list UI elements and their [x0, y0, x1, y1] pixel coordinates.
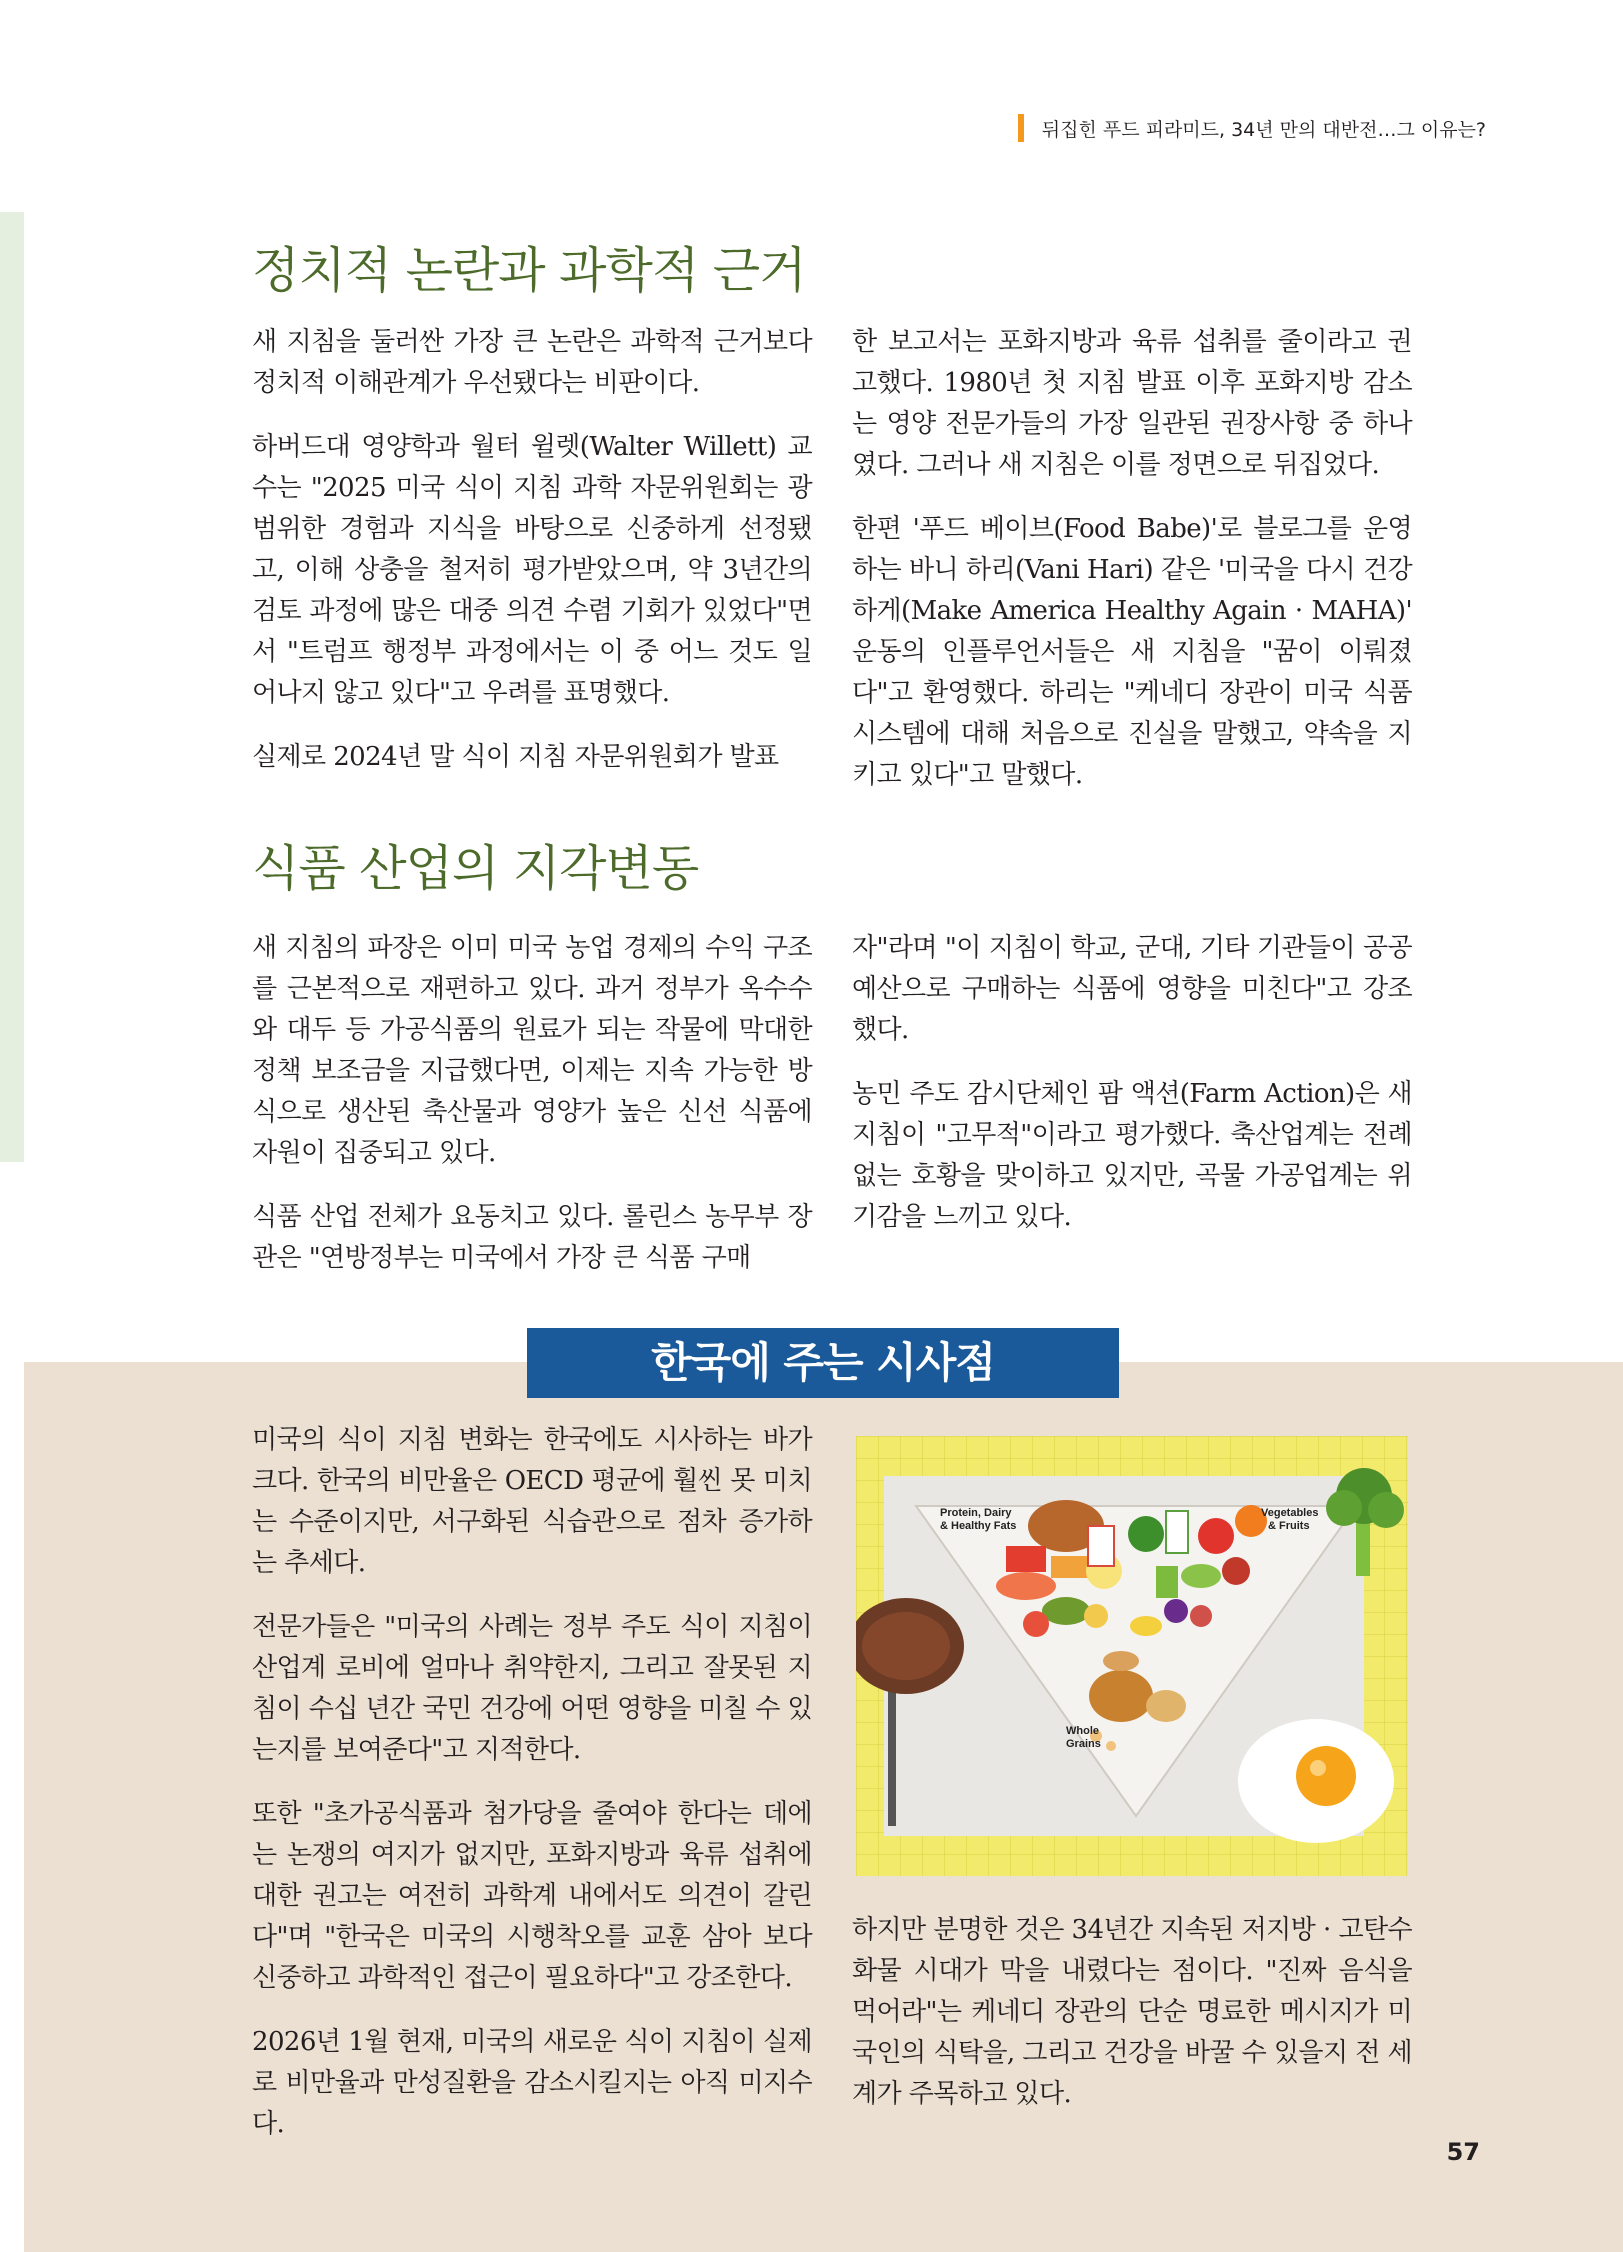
paragraph: 하버드대 영양학과 월터 윌렛(Walter Willett) 교수는 "2025 미국 식이 지침 과학 자문위원회는 광범위한 경험과 지식을 바탕으로 신중하게 선정됐고, 이해 상충을 철저히 평가받았으며, 약 3년간의 검토 과정에 많은 대중 의견 수렴 기회가 있었다"면서 "트럼프 행정부 과정에서는 이 중 어느 것도 일어나지 않고 있다"고 우려를 표명했다. [252, 432, 812, 708]
paragraph: 2026년 1월 현재, 미국의 새로운 식이 지침이 실제로 비만율과 만성질환을 감소시킬지는 아직 미지수다. [252, 2027, 812, 2139]
food-pyramid-illustration [856, 1436, 1408, 1876]
section-title-politics: 정치적 논란과 과학적 근거 [252, 242, 806, 299]
label-grains [1066, 1725, 1102, 1750]
paragraph: 실제로 2024년 말 식이 지침 자문위원회가 발표 [252, 742, 779, 772]
running-head-marker [1018, 114, 1024, 142]
label-veg-line-2: & Fruits [1268, 1520, 1310, 1532]
section1-right-column [852, 322, 1412, 819]
section-title-korea: 한국에 주는 시사점 [527, 1328, 1119, 1398]
paragraph: 한편 '푸드 베이브(Food Babe)'로 블로그를 운영하는 바니 하리(Vani Hari) 같은 '미국을 다시 건강하게(Make America Healthy Again · MAHA)' 운동의 인플루언서들은 새 지침을 "꿈이 이뤄졌다"고 환영했다. 하리는 "케네디 장관이 미국 식품 시스템에 대해 처음으로 진실을 말했고, 약속을 지키고 있다"고 말했다. [852, 514, 1412, 790]
section3-right-column [852, 1910, 1412, 2138]
paragraph: 하지만 분명한 것은 34년간 지속된 저지방 · 고탄수화물 시대가 막을 내렸다는 점이다. "진짜 음식을 먹어라"는 케네디 장관의 단순 명료한 메시지가 미국인의 식탁을, 그리고 건강을 바꿀 수 있을지 전 세계가 주목하고 있다. [852, 1915, 1412, 2109]
label-protein-line-2: & Healthy Fats [940, 1520, 1017, 1532]
label-grains-line-1: Whole [1066, 1725, 1099, 1737]
running-head-text: 뒤집힌 푸드 피라미드, 34년 만의 대반전…그 이유는? [1041, 118, 1486, 141]
paragraph: 식품 산업 전체가 요동치고 있다. 롤린스 농무부 장관은 "연방정부는 미국에서 가장 큰 식품 구매 [252, 1202, 812, 1273]
label-protein-line-1: Protein, Dairy [940, 1507, 1012, 1519]
section2-right-column [852, 928, 1412, 1261]
section3-left-column [252, 1420, 812, 2168]
label-veg-line-1: Vegetables [1261, 1507, 1319, 1519]
paragraph: 새 지침을 둘러싼 가장 큰 논란은 과학적 근거보다 정치적 이해관계가 우선됐다는 비판이다. [252, 327, 812, 398]
label-protein [940, 1507, 1016, 1532]
section-title-industry: 식품 산업의 지각변동 [252, 840, 699, 897]
label-grains-line-2: Grains [1066, 1738, 1101, 1750]
food-pyramid-image [856, 1436, 1408, 1876]
paragraph: 새 지침의 파장은 이미 미국 농업 경제의 수익 구조를 근본적으로 재편하고 있다. 과거 정부가 옥수수와 대두 등 가공식품의 원료가 되는 작물에 막대한 정책 보조금을 지급했다면, 이제는 지속 가능한 방식으로 생산된 축산물과 영양가 높은 신선 식품에 자원이 집중되고 있다. [252, 933, 812, 1168]
paragraph: 미국의 식이 지침 변화는 한국에도 시사하는 바가 크다. 한국의 비만율은 OECD 평균에 훨씬 못 미치는 수준이지만, 서구화된 식습관으로 점차 증가하는 추세다. [252, 1425, 812, 1578]
paragraph: 또한 "초가공식품과 첨가당을 줄여야 한다는 데에는 논쟁의 여지가 없지만, 포화지방과 육류 섭취에 대한 권고는 여전히 과학계 내에서도 의견이 갈린다"며 "한국은 미국의 시행착오를 교훈 삼아 보다 신중하고 과학적인 접근이 필요하다"고 강조한다. [252, 1799, 812, 1993]
section1-left-column [252, 322, 812, 801]
paragraph: 자"라며 "이 지침이 학교, 군대, 기타 기관들이 공공 예산으로 구매하는 식품에 영향을 미친다"고 강조했다. [852, 933, 1412, 1045]
section2-left-column [252, 928, 812, 1302]
page-number: 57 [1446, 2138, 1480, 2166]
running-head [1018, 114, 1486, 142]
fried-egg [1238, 1719, 1394, 1843]
side-accent-bar [0, 212, 24, 1162]
paragraph: 농민 주도 감시단체인 팜 액션(Farm Action)은 새 지침이 "고무적"이라고 평가했다. 축산업계는 전례 없는 호황을 맞이하고 있지만, 곡물 가공업계는 위기감을 느끼고 있다. [852, 1079, 1412, 1232]
paragraph: 전문가들은 "미국의 사례는 정부 주도 식이 지침이 산업계 로비에 얼마나 취약한지, 그리고 잘못된 지침이 수십 년간 국민 건강에 어떤 영향을 미칠 수 있는지를 보여준다"고 지적한다. [252, 1612, 812, 1765]
paragraph: 한 보고서는 포화지방과 육류 섭취를 줄이라고 권고했다. 1980년 첫 지침 발표 이후 포화지방 감소는 영양 전문가들의 가장 일관된 권장사항 중 하나였다. 그러나 새 지침은 이를 정면으로 뒤집었다. [852, 327, 1412, 480]
